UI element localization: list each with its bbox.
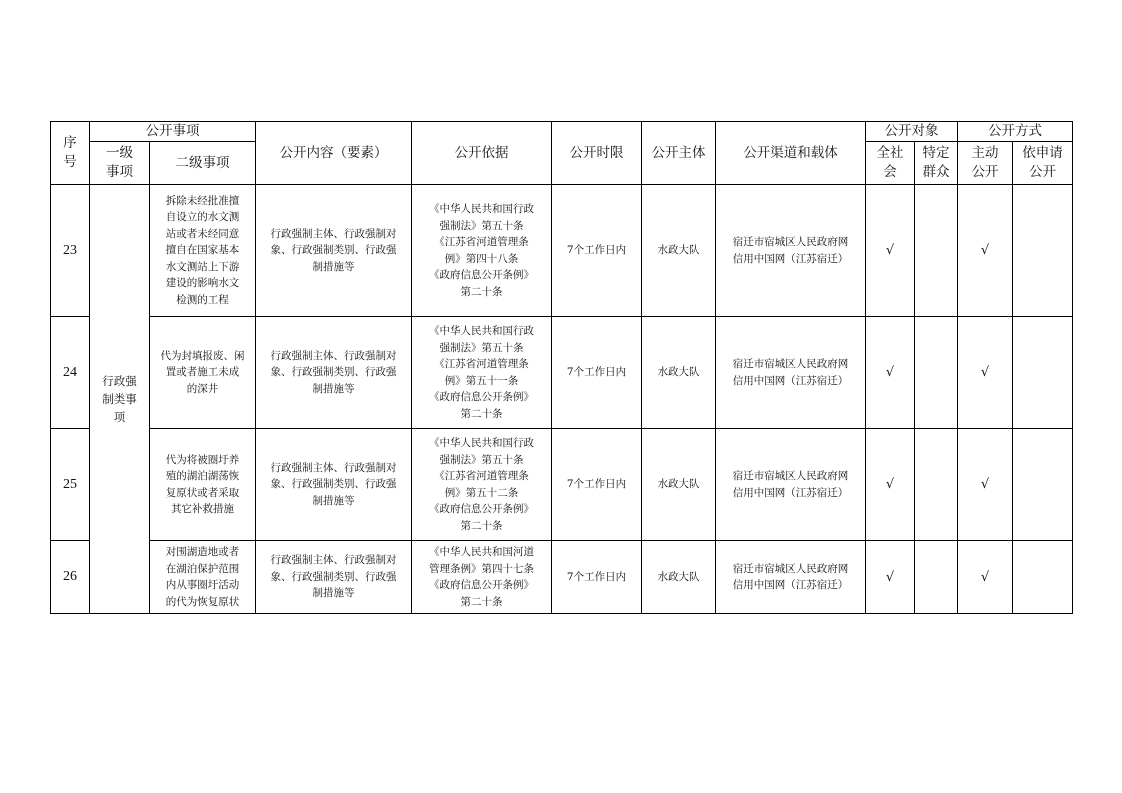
row-subject: 水政大队 bbox=[642, 317, 716, 429]
row-seq: 23 bbox=[51, 185, 90, 317]
row-time-limit: 7个工作日内 bbox=[552, 429, 642, 541]
row-level2: 拆除未经批准擅 自设立的水文测 站或者未经同意 擅自在国家基本 水文测站上下游 建设的影响水文 检测的工程 bbox=[150, 185, 256, 317]
row-channel: 宿迁市宿城区人民政府网 信用中国网（江苏宿迁） bbox=[716, 185, 866, 317]
header-target: 公开对象 bbox=[866, 122, 958, 142]
header-subject: 公开主体 bbox=[642, 122, 716, 185]
row-specific bbox=[915, 185, 958, 317]
row-seq: 25 bbox=[51, 429, 90, 541]
category-cell: 行政强 制类事 项 bbox=[90, 185, 150, 614]
row-seq: 26 bbox=[51, 541, 90, 614]
row-all-public: √ bbox=[866, 541, 915, 614]
row-seq: 24 bbox=[51, 317, 90, 429]
row-specific bbox=[915, 541, 958, 614]
header-channel: 公开渠道和载体 bbox=[716, 122, 866, 185]
header-seq bbox=[51, 122, 90, 185]
row-basis: 《中华人民共和国行政 强制法》第五十条 《江苏省河道管理条 例》第五十一条 《政府信息公开条例》 第二十条 bbox=[412, 317, 552, 429]
row-active: √ bbox=[958, 185, 1013, 317]
row-content: 行政强制主体、行政强制对 象、行政强制类别、行政强 制措施等 bbox=[256, 317, 412, 429]
row-time-limit: 7个工作日内 bbox=[552, 541, 642, 614]
disclosure-table bbox=[50, 121, 1073, 614]
row-subject: 水政大队 bbox=[642, 185, 716, 317]
row-level2: 对围湖造地或者 在湖泊保护范围 内从事圈圩活动 的代为恢复原状 bbox=[150, 541, 256, 614]
row-all-public: √ bbox=[866, 185, 915, 317]
row-basis: 《中华人民共和国行政 强制法》第五十条 《江苏省河道管理条 例》第四十八条 《政府信息公开条例》 第二十条 bbox=[412, 185, 552, 317]
header-basis: 公开依据 bbox=[412, 122, 552, 185]
row-specific bbox=[915, 317, 958, 429]
row-all-public: √ bbox=[866, 317, 915, 429]
row-level2: 代为将被圈圩养 殖的湖泊湖荡恢 复原状或者采取 其它补救措施 bbox=[150, 429, 256, 541]
header-time-limit: 公开时限 bbox=[552, 122, 642, 185]
row-content: 行政强制主体、行政强制对 象、行政强制类别、行政强 制措施等 bbox=[256, 185, 412, 317]
header-target-all: 全社 会 bbox=[866, 142, 915, 185]
row-request bbox=[1013, 429, 1073, 541]
header-public-item: 公开事项 bbox=[90, 122, 256, 142]
header-method-request: 依申请 公开 bbox=[1013, 142, 1073, 185]
row-time-limit: 7个工作日内 bbox=[552, 317, 642, 429]
table-row bbox=[51, 429, 1073, 541]
row-content: 行政强制主体、行政强制对 象、行政强制类别、行政强 制措施等 bbox=[256, 429, 412, 541]
row-subject: 水政大队 bbox=[642, 429, 716, 541]
table-row bbox=[51, 185, 1073, 317]
header-method: 公开方式 bbox=[958, 122, 1073, 142]
row-basis: 《中华人民共和国行政 强制法》第五十条 《江苏省河道管理条 例》第五十二条 《政府信息公开条例》 第二十条 bbox=[412, 429, 552, 541]
table-row bbox=[51, 317, 1073, 429]
row-all-public: √ bbox=[866, 429, 915, 541]
row-request bbox=[1013, 541, 1073, 614]
header-level1: 一级 事项 bbox=[90, 142, 150, 185]
row-basis: 《中华人民共和国河道 管理条例》第四十七条 《政府信息公开条例》 第二十条 bbox=[412, 541, 552, 614]
row-channel: 宿迁市宿城区人民政府网 信用中国网（江苏宿迁） bbox=[716, 541, 866, 614]
row-active: √ bbox=[958, 541, 1013, 614]
row-channel: 宿迁市宿城区人民政府网 信用中国网（江苏宿迁） bbox=[716, 317, 866, 429]
row-subject: 水政大队 bbox=[642, 541, 716, 614]
row-channel: 宿迁市宿城区人民政府网 信用中国网（江苏宿迁） bbox=[716, 429, 866, 541]
row-time-limit: 7个工作日内 bbox=[552, 185, 642, 317]
header-level2: 二级事项 bbox=[150, 142, 256, 185]
row-specific bbox=[915, 429, 958, 541]
row-active: √ bbox=[958, 429, 1013, 541]
row-request bbox=[1013, 317, 1073, 429]
row-level2: 代为封填报废、闲 置或者施工未成 的深井 bbox=[150, 317, 256, 429]
table-row bbox=[51, 541, 1073, 614]
row-active: √ bbox=[958, 317, 1013, 429]
header-content: 公开内容（要素） bbox=[256, 122, 412, 185]
header-method-active: 主动 公开 bbox=[958, 142, 1013, 185]
row-content: 行政强制主体、行政强制对 象、行政强制类别、行政强 制措施等 bbox=[256, 541, 412, 614]
row-request bbox=[1013, 185, 1073, 317]
header-seq-text: 序 号 bbox=[63, 135, 77, 170]
header-target-specific: 特定 群众 bbox=[915, 142, 958, 185]
